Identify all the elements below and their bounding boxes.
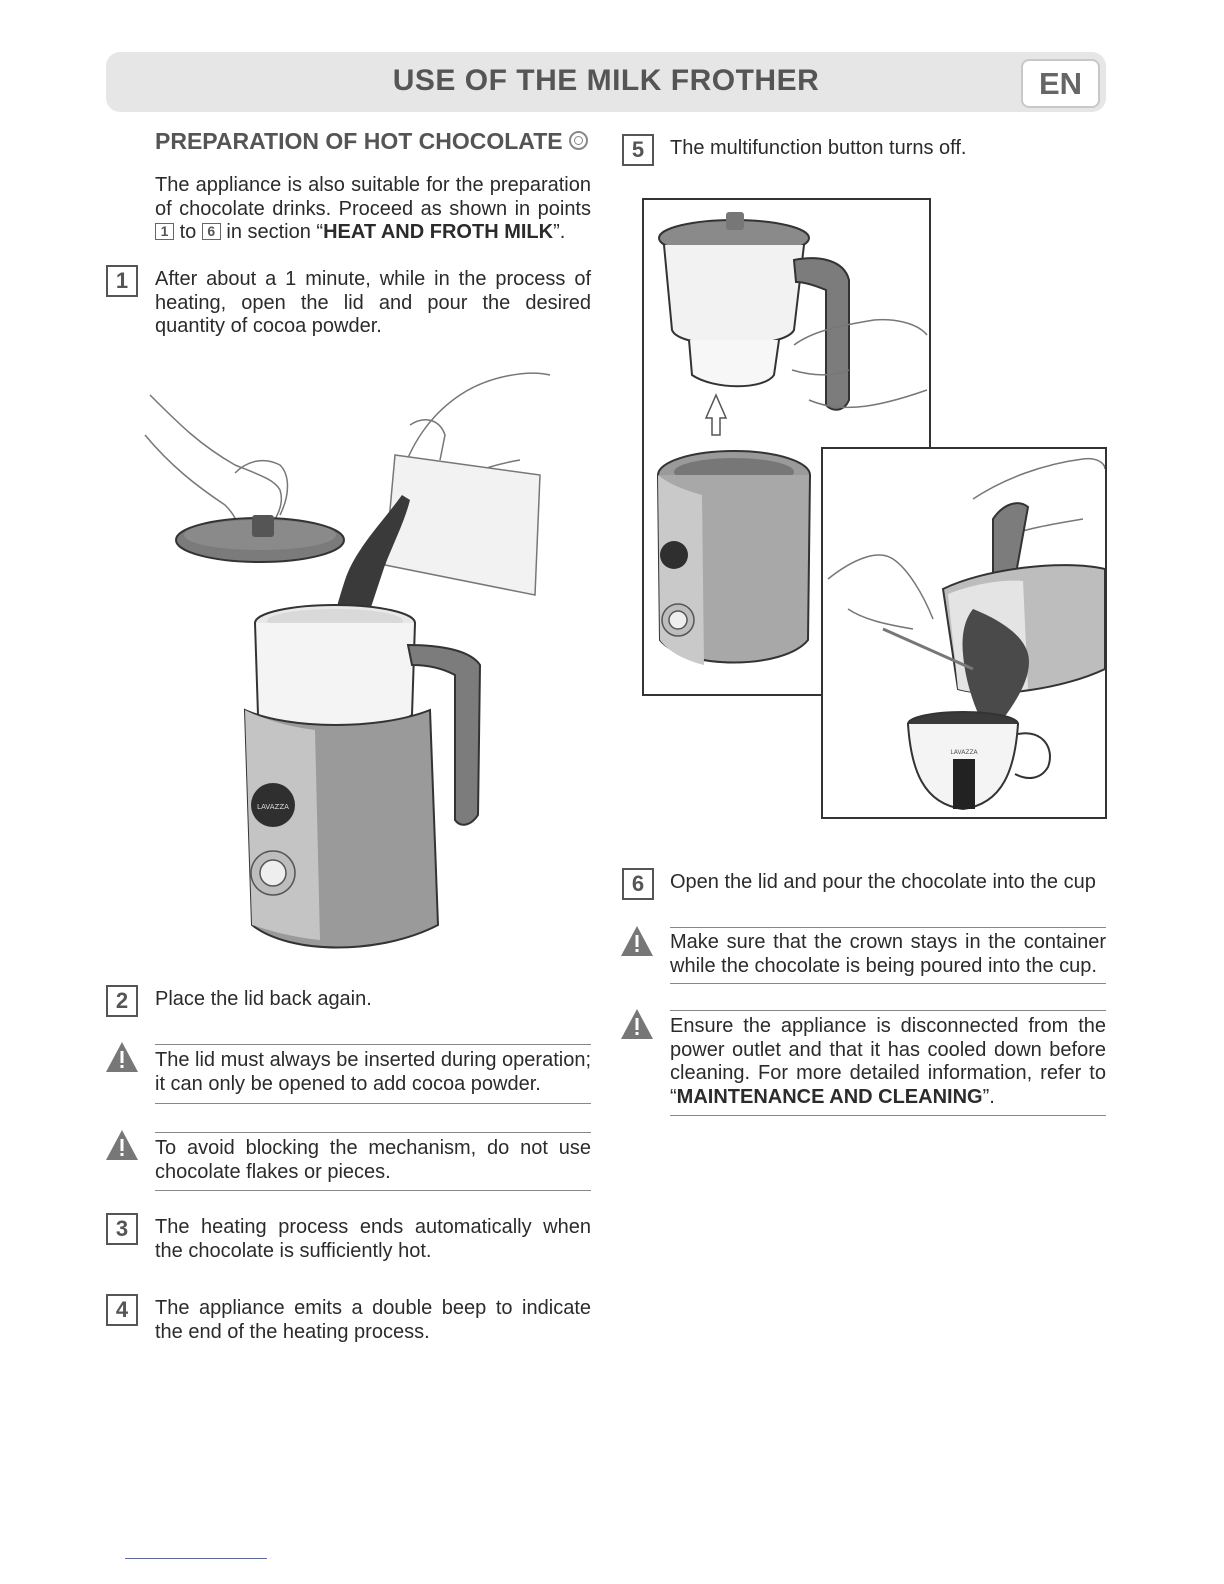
step-number-2: 2 — [106, 985, 138, 1017]
warning-3-text: Make sure that the crown stays in the container while the chocolate is being poured into the cup. — [670, 931, 1106, 977]
step-number-3: 3 — [106, 1213, 138, 1245]
hot-chocolate-symbol-icon — [569, 131, 588, 150]
cup-logo-mark: LAVAZZA — [950, 749, 978, 756]
intro-text-to: to — [179, 221, 197, 243]
divider — [670, 1115, 1106, 1116]
page-title: USE OF THE MILK FROTHER — [392, 64, 820, 97]
step-4-text: The appliance emits a double beep to indicate the end of the heating process. — [155, 1297, 591, 1343]
step-3-text: The heating process ends automatically when the chocolate is sufficiently hot. — [155, 1216, 591, 1262]
divider — [670, 927, 1106, 928]
step-number-4: 4 — [106, 1294, 138, 1326]
step-6-text: Open the lid and pour the chocolate into the cup — [670, 871, 1096, 893]
warning-icon — [619, 924, 655, 958]
section-title-text: PREPARATION OF HOT CHOCOLATE — [155, 128, 563, 154]
divider — [155, 1190, 591, 1191]
warning-4-text — [670, 1015, 1106, 1109]
step-5-text: The multifunction button turns off. — [670, 137, 967, 159]
intro-paragraph — [155, 174, 591, 245]
divider — [670, 983, 1106, 984]
divider — [155, 1103, 591, 1104]
warning-icon — [619, 1007, 655, 1041]
divider — [670, 1010, 1106, 1011]
ref-point-6: 6 — [202, 223, 221, 240]
logo-mark: LAVAZZA — [257, 803, 289, 811]
divider — [155, 1044, 591, 1045]
intro-text-section: in section “ — [226, 221, 324, 243]
warning-icon — [104, 1128, 140, 1162]
intro-text: The appliance is also suitable for the preparation of chocolate drinks. Proceed as shown in points — [155, 174, 591, 220]
cocoa-pouring-illustration — [140, 365, 560, 955]
section-title — [155, 128, 588, 155]
step-number-5: 5 — [622, 134, 654, 166]
warning-4-text-a: Ensure the appliance is disconnected from the power outlet and that it has cooled down before cleaning. For more detailed information, refer to “ — [670, 1015, 1106, 1108]
step-1-text: After about a 1 minute, while in the process of heating, open the lid and pour the desired quantity of cocoa powder. — [155, 268, 591, 337]
warning-2-text: To avoid blocking the mechanism, do not use chocolate flakes or pieces. — [155, 1137, 591, 1183]
step-number-6: 6 — [622, 868, 654, 900]
language-badge: EN — [1021, 59, 1100, 108]
warning-icon — [104, 1040, 140, 1074]
pour-chocolate-illustration — [823, 449, 1105, 817]
warning-1-text: The lid must always be inserted during operation; it can only be opened to add cocoa powder. — [155, 1049, 591, 1095]
step-number-1: 1 — [106, 265, 138, 297]
warning-4-text-b: ”. — [982, 1085, 995, 1108]
intro-section-ref: HEAT AND FROTH MILK — [323, 221, 554, 243]
footer-rule — [125, 1558, 267, 1559]
intro-text-end: ”. — [553, 221, 566, 243]
step-2-text: Place the lid back again. — [155, 988, 372, 1010]
warning-4-section-ref: MAINTENANCE AND CLEANING — [676, 1085, 983, 1108]
ref-point-1: 1 — [155, 223, 174, 240]
divider — [155, 1132, 591, 1133]
